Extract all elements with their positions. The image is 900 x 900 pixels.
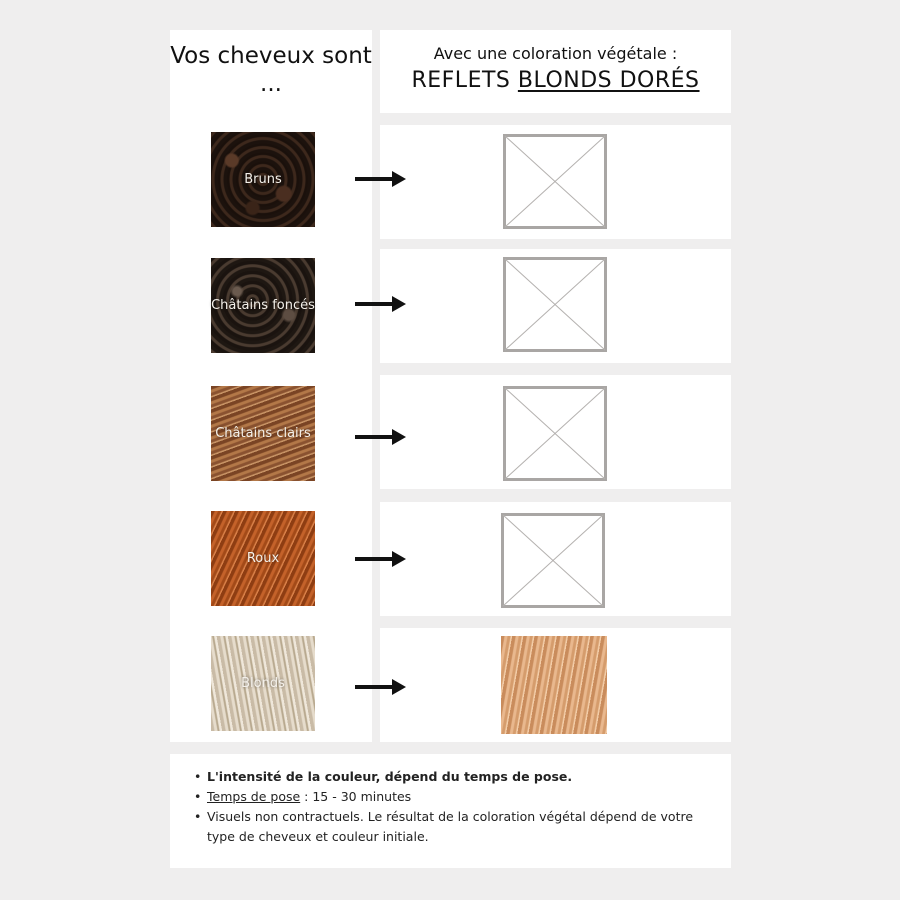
result-placeholder-icon (503, 257, 607, 352)
hair-swatch-blonds (211, 636, 315, 731)
note-pose-time (192, 787, 722, 807)
arrow-right-icon (354, 427, 406, 447)
hair-swatch-label: Châtains foncés (211, 298, 315, 313)
result-placeholder-icon (501, 513, 605, 608)
header-subtitle: Avec une coloration végétale : (433, 44, 678, 63)
left-column-title: Vos cheveux sont ... (170, 43, 372, 97)
note-disclaimer (192, 807, 722, 847)
hair-swatch-label: Châtains clairs (215, 426, 311, 441)
hair-swatch-bruns (211, 132, 315, 227)
arrow-right-icon (354, 549, 406, 569)
note-intensity (192, 767, 722, 787)
result-placeholder-icon (503, 134, 607, 229)
header-title-underlined: BLONDS DORÉS (517, 68, 700, 93)
header-title-plain: REFLETS (411, 68, 518, 93)
arrow-right-icon (354, 294, 406, 314)
hair-swatch-label: Blonds (241, 676, 285, 691)
result-placeholder-icon (503, 386, 607, 481)
notes-list (192, 767, 722, 847)
hair-swatch-label: Bruns (244, 172, 282, 187)
note-pose-label: Temps de pose (207, 789, 301, 804)
arrow-right-icon (354, 169, 406, 189)
hair-swatch-label: Roux (246, 551, 280, 566)
arrow-right-icon (354, 677, 406, 697)
header-title (380, 67, 731, 95)
hair-swatch-chatains-fonces (211, 258, 315, 353)
note-pose-value: : 15 - 30 minutes (300, 789, 412, 804)
hair-swatch-roux (211, 511, 315, 606)
note-disclaimer-text: Visuels non contractuels. Le résultat de la coloration végétal dépend de votre type de cheveux et couleur initiale. (207, 809, 694, 844)
result-golden-blond-image (501, 636, 607, 734)
hair-swatch-chatains-clairs (211, 386, 315, 481)
note-intensity-text: L'intensité de la couleur, dépend du temps de pose. (207, 769, 573, 784)
